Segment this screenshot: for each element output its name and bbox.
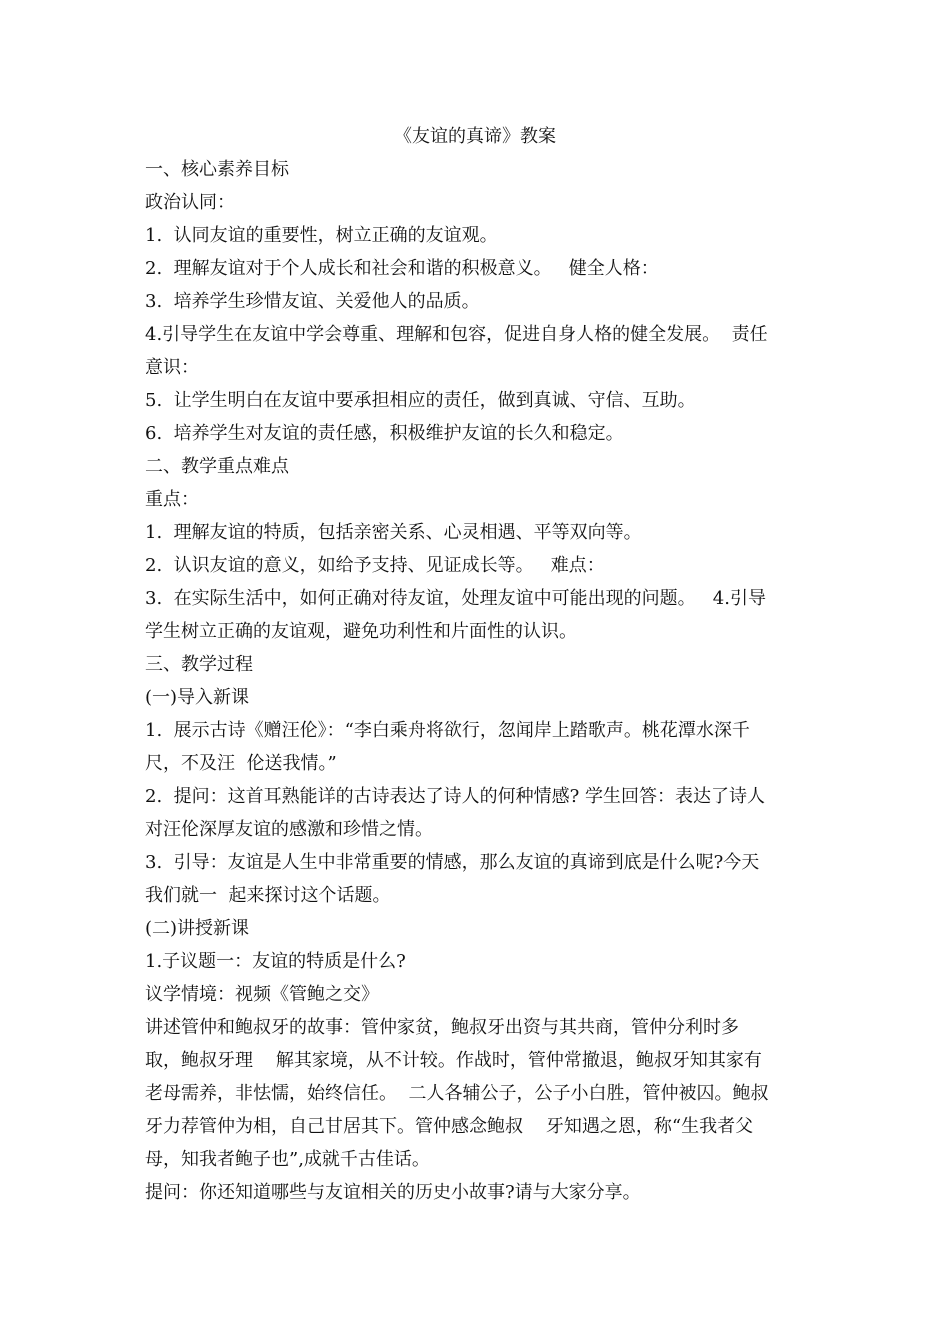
text-line: 1. 理解友谊的特质，包括亲密关系、心灵相遇、平等双向等。 [145, 522, 642, 543]
section-heading-key-points: 二、教学重点难点 [145, 456, 289, 477]
text-line: 5. 让学生明白在友谊中要承担相应的责任，做到真诚、守信、互助。 [145, 390, 696, 411]
document-title: 《友谊的真谛》教案 [394, 126, 556, 147]
text-line: 1. 展示古诗《赠汪伦》：“李白乘舟将欲行，忽闻岸上踏歌声。桃花潭水深千 [145, 720, 750, 741]
text-line: 3. 培养学生珍惜友谊、关爱他人的品质。 [145, 291, 480, 312]
text-line: 6. 培养学生对友谊的责任感，积极维护友谊的长久和稳定。 [145, 423, 624, 444]
text-line: 3. 引导：友谊是人生中非常重要的情感，那么友谊的真谛到底是什么呢?今天 [145, 852, 760, 873]
text-line: 议学情境：视频《管鲍之交》 [145, 984, 379, 1005]
text-line: 我们就一 起来探讨这个话题。 [145, 885, 391, 906]
text-line: 1.子议题一：友谊的特质是什么? [145, 951, 406, 972]
text-line: 3. 在实际生活中，如何正确对待友谊，处理友谊中可能出现的问题。 4.引导 [145, 588, 766, 609]
text-line: 取，鲍叔牙理 解其家境，从不计较。作战时，管仲常撤退，鲍叔牙知其家有 [145, 1050, 762, 1071]
text-line: 尺，不及汪 伦送我情。” [145, 753, 337, 774]
text-line: 老母需养，非怯懦，始终信任。 二人各辅公子，公子小白胜，管仲被囚。鲍叔 [145, 1083, 769, 1104]
text-line: 1. 认同友谊的重要性，树立正确的友谊观。 [145, 225, 498, 246]
text-line: 母，知我者鲍子也”,成就千古佳话。 [145, 1149, 430, 1170]
text-line: 2. 认识友谊的意义，如给予支持、见证成长等。 难点： [145, 555, 605, 576]
subheading-intro: (一)导入新课 [145, 687, 250, 708]
text-line: 2. 提问：这首耳熟能详的古诗表达了诗人的何种情感? 学生回答：表达了诗人 [145, 786, 765, 807]
subheading-key: 重点： [145, 489, 199, 510]
section-heading-process: 三、教学过程 [145, 654, 253, 675]
text-line: 2. 理解友谊对于个人成长和社会和谐的积极意义。 健全人格： [145, 258, 659, 279]
section-heading-goals: 一、核心素养目标 [145, 159, 289, 180]
text-line: 意识： [145, 357, 199, 378]
text-line: 对汪伦深厚友谊的感激和珍惜之情。 [145, 819, 433, 840]
text-line: 提问：你还知道哪些与友谊相关的历史小故事?请与大家分享。 [145, 1182, 641, 1203]
text-line: 牙力荐管仲为相，自己甘居其下。管仲感念鲍叔 牙知遇之恩，称“生我者父 [145, 1116, 754, 1137]
subheading-new-lesson: (二)讲授新课 [145, 918, 250, 939]
text-line: 讲述管仲和鲍叔牙的故事：管仲家贫，鲍叔牙出资与其共商，管仲分利时多 [145, 1017, 739, 1038]
subheading-political: 政治认同： [145, 192, 235, 213]
text-line: 学生树立正确的友谊观，避免功利性和片面性的认识。 [145, 621, 577, 642]
text-line: 4.引导学生在友谊中学会尊重、理解和包容，促进自身人格的健全发展。 责任 [145, 324, 768, 345]
